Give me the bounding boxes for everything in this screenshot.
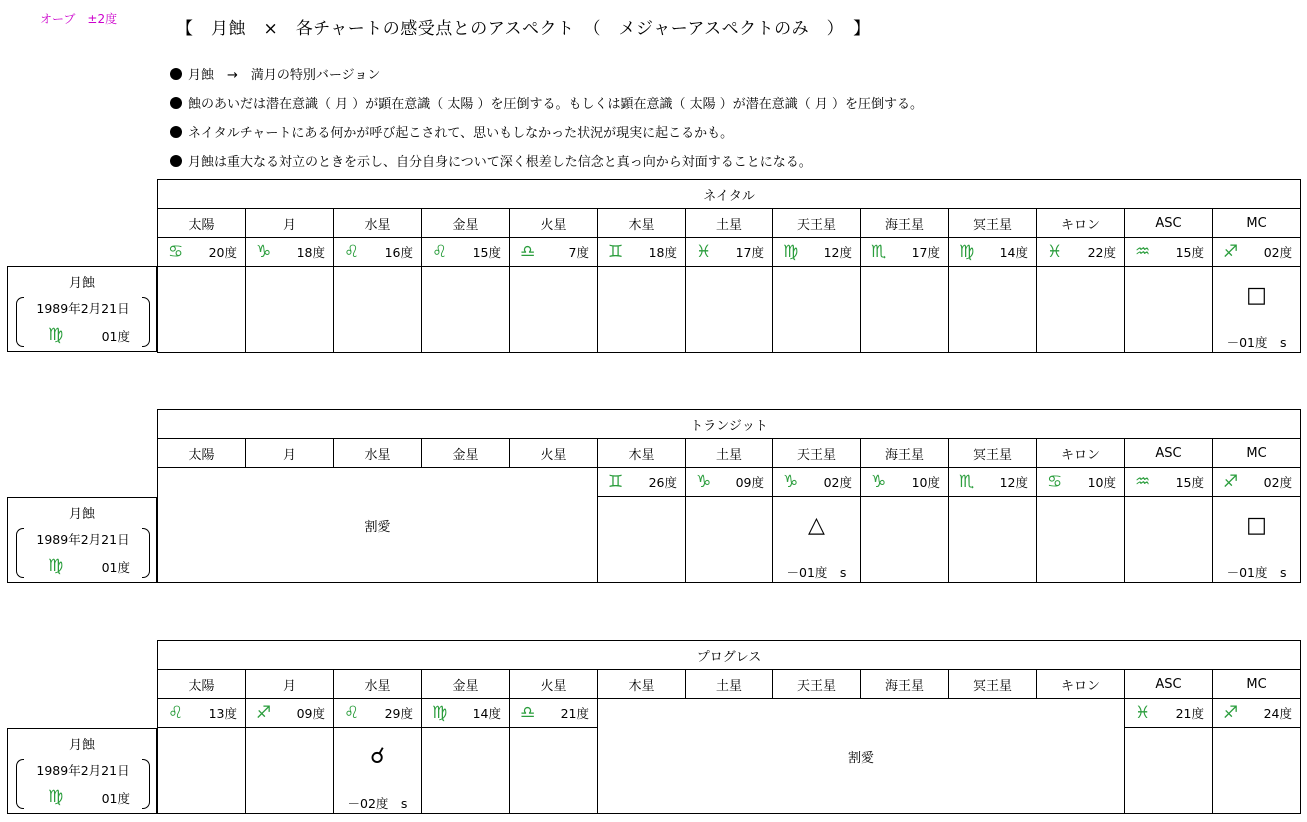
position-degree: 18度 (648, 245, 677, 260)
zodiac-sign-icon: ♌ (344, 241, 360, 262)
natal-position-row (158, 238, 1301, 267)
empty-aspect-cell (422, 267, 510, 353)
empty-aspect-cell (1125, 728, 1213, 814)
planet-header-cell: 太陽 (158, 439, 246, 468)
planet-header-cell: 海王星 (861, 439, 949, 468)
progress-table (157, 640, 1301, 814)
zodiac-sign-icon: ♊ (608, 241, 624, 262)
position-degree: 13度 (208, 706, 237, 721)
aspect-orb-note: －01度 s (786, 565, 847, 580)
zodiac-sign-icon: ♑ (871, 471, 887, 492)
eclipse-label-progress (7, 728, 157, 814)
position-cell (686, 238, 773, 267)
empty-aspect-cell (334, 267, 422, 353)
zodiac-sign-icon: ♎ (520, 241, 536, 262)
zodiac-sign-icon: ♌ (344, 702, 360, 723)
eclipse-date: 1989年2月21日 (36, 301, 130, 316)
planet-header-cell: MC (1213, 209, 1301, 238)
progress-omitted-cell: 割愛 (598, 699, 1125, 814)
aspect-symbol-icon: □ (1246, 513, 1267, 538)
planet-header-cell: 天王星 (773, 209, 861, 238)
virgo-icon: ♍ (48, 556, 64, 576)
bullet-item: ネイタルチャートにある何かが呼び起こされて、思いもしなかった状況が現実に起こるかも。 (170, 124, 923, 153)
position-content (598, 473, 685, 491)
planet-header-cell: 太陽 (158, 209, 246, 238)
empty-aspect-cell (1037, 267, 1125, 353)
position-content (334, 704, 421, 722)
position-degree: 22度 (1087, 245, 1116, 260)
position-cell (334, 238, 422, 267)
position-degree: 15度 (1175, 245, 1204, 260)
position-cell (1125, 238, 1213, 267)
empty-aspect-cell (598, 497, 686, 583)
zodiac-sign-icon: ♒ (1135, 241, 1151, 262)
position-content (1125, 704, 1212, 722)
empty-aspect-cell (598, 267, 686, 353)
position-degree: 12度 (823, 245, 852, 260)
planet-header-cell: 土星 (686, 439, 773, 468)
aspect-orb-note: －01度 s (1226, 565, 1287, 580)
eclipse-degree: 01度 (101, 791, 130, 806)
planet-header-cell: キロン (1037, 439, 1125, 468)
position-content (246, 704, 333, 722)
position-cell (1125, 699, 1213, 728)
empty-aspect-cell (949, 497, 1037, 583)
position-content (1213, 243, 1300, 261)
natal-table (157, 179, 1301, 353)
position-cell (422, 699, 510, 728)
position-degree: 09度 (296, 706, 325, 721)
position-cell (773, 238, 861, 267)
zodiac-sign-icon: ♌ (432, 241, 448, 262)
bullet-item: 蝕のあいだは潜在意識（ 月 ）が顕在意識（ 太陽 ）を圧倒する。もしくは顕在意識（ 太陽 ）が潜在意識（ 月 ）を圧倒する。 (170, 95, 923, 124)
eclipse-name: 月蝕 (68, 738, 95, 753)
position-degree: 12度 (999, 475, 1028, 490)
zodiac-sign-icon: ♐ (1223, 702, 1239, 723)
zodiac-sign-icon: ♋ (1047, 471, 1063, 492)
bullet-item: 月蝕は重大なる対立のときを示し、自分自身について深く根差した信念と真っ向から対面することになる。 (170, 153, 923, 182)
planet-header-cell: 冥王星 (949, 209, 1037, 238)
planet-header-cell: 金星 (422, 209, 510, 238)
progress-position-row (158, 699, 1301, 728)
virgo-icon: ♍ (48, 325, 64, 345)
position-degree: 20度 (208, 245, 237, 260)
empty-aspect-cell (861, 497, 949, 583)
position-content (861, 473, 948, 491)
empty-aspect-cell (422, 728, 510, 814)
planet-header-cell: 水星 (334, 439, 422, 468)
bullet-dot-icon (170, 126, 182, 138)
position-cell (861, 238, 949, 267)
position-content (422, 243, 509, 261)
position-content (510, 704, 597, 722)
position-degree: 16度 (384, 245, 413, 260)
position-degree: 7度 (568, 245, 589, 260)
position-content (773, 243, 860, 261)
position-cell (1037, 468, 1125, 497)
position-degree: 29度 (384, 706, 413, 721)
planet-header-cell: 土星 (686, 670, 773, 699)
position-content (598, 243, 685, 261)
position-cell (158, 699, 246, 728)
empty-aspect-cell (773, 267, 861, 353)
planet-header-cell: 海王星 (861, 670, 949, 699)
position-content (949, 243, 1036, 261)
zodiac-sign-icon: ♐ (1223, 241, 1239, 262)
position-content (1125, 473, 1212, 491)
position-cell (773, 468, 861, 497)
planet-header-cell: 冥王星 (949, 439, 1037, 468)
planet-header-cell: 木星 (598, 670, 686, 699)
zodiac-sign-icon: ♍ (783, 241, 799, 262)
position-content (246, 243, 333, 261)
zodiac-sign-icon: ♏ (959, 471, 975, 492)
planet-header-cell: 月 (246, 439, 334, 468)
progress-header: プログレス (158, 641, 1301, 670)
position-content (1037, 243, 1124, 261)
empty-aspect-cell (510, 267, 598, 353)
eclipse-degree: 01度 (101, 560, 130, 575)
position-degree: 02度 (1263, 475, 1293, 490)
zodiac-sign-icon: ♍ (432, 702, 448, 723)
position-degree: 17度 (735, 245, 764, 260)
position-degree: 21度 (560, 706, 589, 721)
eclipse-name: 月蝕 (68, 507, 95, 522)
empty-aspect-cell (510, 728, 598, 814)
zodiac-sign-icon: ♋ (168, 241, 184, 262)
position-content (773, 473, 860, 491)
position-content (1037, 473, 1124, 491)
aspect-symbol-icon: △ (808, 513, 825, 538)
position-cell (598, 468, 686, 497)
position-content (1213, 704, 1300, 722)
planet-header-cell: 冥王星 (949, 670, 1037, 699)
page-title: 【 月蝕 × 各チャートの感受点とのアスペクト （ メジャーアスペクトのみ ） 】 (176, 19, 871, 39)
empty-aspect-cell (1213, 728, 1301, 814)
zodiac-sign-icon: ♍ (959, 241, 975, 262)
aspect-cell (1213, 267, 1301, 353)
eclipse-label-natal (7, 266, 157, 352)
aspect-orb-note: －01度 s (1226, 335, 1287, 350)
position-content (510, 243, 597, 261)
eclipse-name: 月蝕 (68, 276, 95, 291)
aspect-symbol-icon: □ (1246, 283, 1267, 308)
position-degree: 18度 (296, 245, 325, 260)
position-content (1213, 473, 1300, 491)
aspect-symbol-icon: ☌ (370, 744, 385, 769)
bullet-dot-icon (170, 68, 182, 80)
position-degree: 21度 (1175, 706, 1204, 721)
planet-header-cell: 金星 (422, 439, 510, 468)
virgo-icon: ♍ (48, 787, 64, 807)
empty-aspect-cell (1125, 497, 1213, 583)
position-degree: 09度 (735, 475, 764, 490)
transit-table (157, 409, 1301, 583)
empty-aspect-cell (686, 497, 773, 583)
position-content (949, 473, 1036, 491)
zodiac-sign-icon: ♐ (256, 702, 272, 723)
natal-aspect-row (158, 267, 1301, 353)
zodiac-sign-icon: ♓ (1047, 241, 1063, 262)
position-cell (686, 468, 773, 497)
position-degree: 24度 (1263, 706, 1293, 721)
planet-header-cell: 火星 (510, 209, 598, 238)
position-degree: 15度 (472, 245, 501, 260)
position-cell (598, 238, 686, 267)
natal-header: ネイタル (158, 180, 1301, 209)
aspect-cell (1213, 497, 1301, 583)
position-cell (422, 238, 510, 267)
position-cell (1037, 238, 1125, 267)
position-degree: 02度 (823, 475, 852, 490)
zodiac-sign-icon: ♒ (1135, 471, 1151, 492)
planet-header-cell: 天王星 (773, 439, 861, 468)
zodiac-sign-icon: ♓ (696, 241, 712, 262)
planet-header-cell: 土星 (686, 209, 773, 238)
position-content (861, 243, 948, 261)
planet-header-cell: 火星 (510, 670, 598, 699)
bullet-dot-icon (170, 155, 182, 167)
empty-aspect-cell (949, 267, 1037, 353)
position-cell (1125, 468, 1213, 497)
position-cell (861, 468, 949, 497)
position-content (686, 243, 772, 261)
position-cell (949, 238, 1037, 267)
empty-aspect-cell (861, 267, 949, 353)
planet-header-cell: 火星 (510, 439, 598, 468)
position-content (422, 704, 509, 722)
transit-position-row (158, 468, 1301, 497)
position-cell (510, 238, 598, 267)
position-content (1125, 243, 1212, 261)
aspect-cell (773, 497, 861, 583)
position-degree: 02度 (1263, 245, 1293, 260)
position-cell (158, 238, 246, 267)
position-degree: 26度 (648, 475, 677, 490)
planet-header-cell: 月 (246, 670, 334, 699)
transit-planet-row (158, 439, 1301, 468)
planet-header-cell: 月 (246, 209, 334, 238)
position-cell (334, 699, 422, 728)
planet-header-cell: MC (1213, 439, 1301, 468)
position-content (334, 243, 421, 261)
position-content (686, 473, 772, 491)
planet-header-cell: 天王星 (773, 670, 861, 699)
zodiac-sign-icon: ♑ (783, 471, 799, 492)
planet-header-cell: 水星 (334, 670, 422, 699)
zodiac-sign-icon: ♎ (520, 702, 536, 723)
planet-header-cell: 海王星 (861, 209, 949, 238)
position-degree: 17度 (911, 245, 940, 260)
eclipse-date: 1989年2月21日 (36, 763, 130, 778)
aspect-orb-note: －02度 s (347, 796, 408, 811)
planet-header-cell: 太陽 (158, 670, 246, 699)
empty-aspect-cell (158, 728, 246, 814)
position-cell (1213, 238, 1301, 267)
empty-aspect-cell (1125, 267, 1213, 353)
eclipse-label-transit (7, 497, 157, 583)
position-cell (949, 468, 1037, 497)
orb-label: オーブ ±2度 (40, 12, 118, 26)
eclipse-bracket (16, 297, 150, 347)
aspect-cell (334, 728, 422, 814)
eclipse-degree: 01度 (101, 329, 130, 344)
eclipse-bracket (16, 759, 150, 809)
eclipse-bracket (16, 528, 150, 578)
empty-aspect-cell (1037, 497, 1125, 583)
position-content (158, 243, 245, 261)
planet-header-cell: ASC (1125, 209, 1213, 238)
position-degree: 10度 (911, 475, 940, 490)
bullet-list (170, 66, 923, 182)
planet-header-cell: 木星 (598, 439, 686, 468)
empty-aspect-cell (246, 267, 334, 353)
planet-header-cell: ASC (1125, 670, 1213, 699)
zodiac-sign-icon: ♑ (256, 241, 272, 262)
position-cell (510, 699, 598, 728)
bullet-item: 月蝕 → 満月の特別バージョン (170, 66, 923, 95)
bullet-dot-icon (170, 97, 182, 109)
position-cell (1213, 468, 1301, 497)
position-cell (1213, 699, 1301, 728)
position-degree: 14度 (999, 245, 1028, 260)
planet-header-cell: 金星 (422, 670, 510, 699)
zodiac-sign-icon: ♌ (168, 702, 184, 723)
position-degree: 10度 (1087, 475, 1116, 490)
progress-planet-row (158, 670, 1301, 699)
planet-header-cell: 木星 (598, 209, 686, 238)
position-degree: 15度 (1175, 475, 1204, 490)
position-cell (246, 238, 334, 267)
planet-header-cell: MC (1213, 670, 1301, 699)
empty-aspect-cell (158, 267, 246, 353)
zodiac-sign-icon: ♏ (871, 241, 887, 262)
empty-aspect-cell (246, 728, 334, 814)
transit-header: トランジット (158, 410, 1301, 439)
position-cell (246, 699, 334, 728)
zodiac-sign-icon: ♐ (1223, 471, 1239, 492)
zodiac-sign-icon: ♊ (608, 471, 624, 492)
planet-header-cell: キロン (1037, 209, 1125, 238)
planet-header-cell: 水星 (334, 209, 422, 238)
planet-header-cell: ASC (1125, 439, 1213, 468)
eclipse-date: 1989年2月21日 (36, 532, 130, 547)
transit-omitted-cell: 割愛 (158, 468, 598, 583)
planet-header-cell: キロン (1037, 670, 1125, 699)
position-degree: 14度 (472, 706, 501, 721)
zodiac-sign-icon: ♑ (696, 471, 712, 492)
natal-planet-row (158, 209, 1301, 238)
position-content (158, 704, 245, 722)
zodiac-sign-icon: ♓ (1135, 702, 1151, 723)
empty-aspect-cell (686, 267, 773, 353)
